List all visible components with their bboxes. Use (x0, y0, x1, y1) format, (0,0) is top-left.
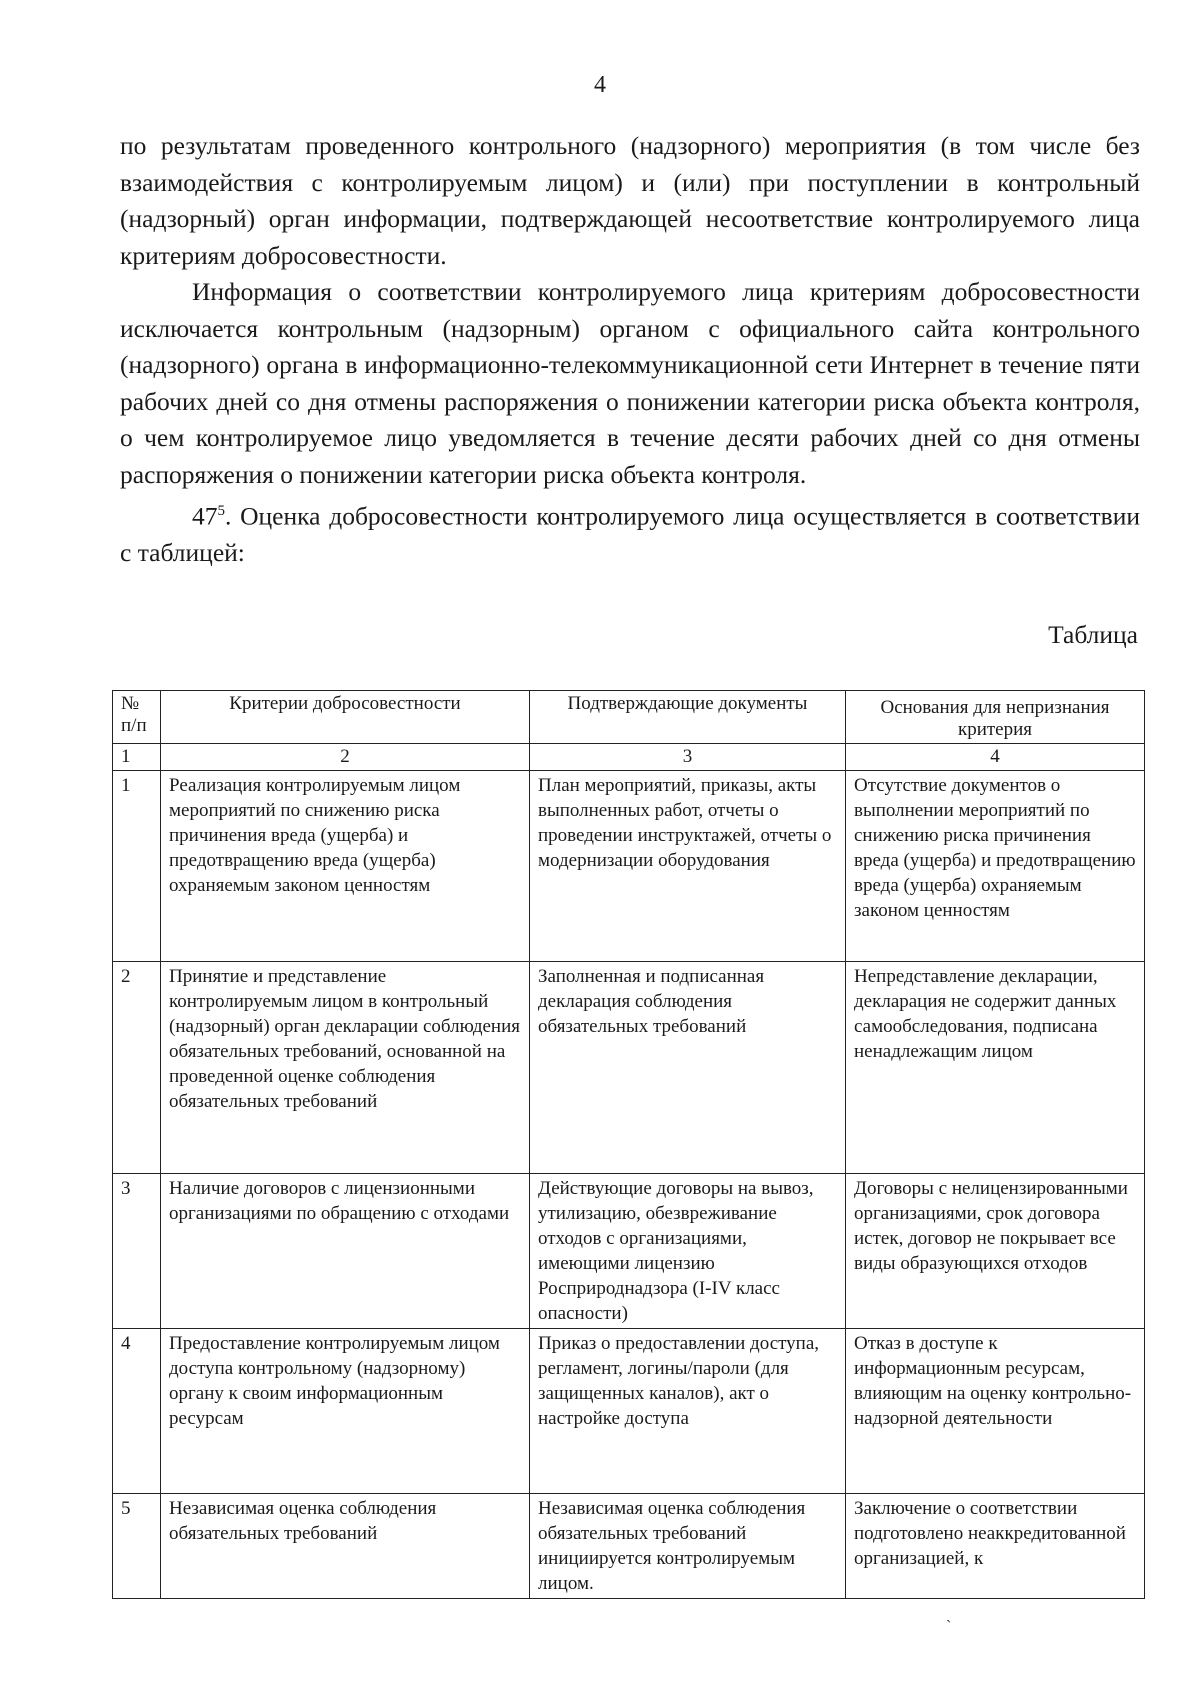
row-documents: Приказ о предоставлении доступа, регламент, логины/пароли (для защищенных каналов), акт о настройке доступа (530, 1329, 846, 1494)
row-criterion: Независимая оценка соблюдения обязательных требований (161, 1494, 530, 1599)
row-grounds: Договоры с нелицензированными организациями, срок договора истек, договор не покрывает все виды образующихся отходов (846, 1174, 1145, 1329)
footer-mark: ˏ (946, 1606, 952, 1623)
row-number: 2 (113, 962, 161, 1174)
clause-number: 47 (192, 501, 218, 531)
row-grounds: Отсутствие документов о выполнении мероприятий по снижению риска причинения вреда (ущерба) и предотвращению вреда (ущерба) охраняемым законом ценностям (846, 771, 1145, 962)
row-documents: План мероприятий, приказы, акты выполненных работ, отчеты о проведении инструктажей, отчеты о модернизации оборудования (530, 771, 846, 962)
row-criterion: Реализация контролируемым лицом мероприятий по снижению риска причинения вреда (ущерба) и предотвращению вреда (ущерба) охраняемым законом ценностям (161, 771, 530, 962)
paragraph-1: по результатам проведенного контрольного (надзорного) мероприятия (в том числе без взаимодействия с контролируемым лицом) и (или) при поступлении в контрольный (надзорный) орган информации, подтверждающей несоответствие контролируемого лица критериям добросовестности. (120, 131, 1140, 270)
column-number: 4 (846, 744, 1145, 771)
criteria-table (112, 690, 1145, 1599)
clause-superscript: 5 (217, 503, 225, 519)
table-row (113, 962, 1145, 1174)
row-number: 3 (113, 1174, 161, 1329)
column-number: 2 (161, 744, 530, 771)
table-header-row (113, 691, 1145, 744)
row-grounds: Непредставление декларации, декларация не содержит данных самообследования, подписана ненадлежащим лицом (846, 962, 1145, 1174)
row-number: 4 (113, 1329, 161, 1494)
header-grounds: Основания для непризнания критерия (846, 691, 1145, 744)
column-number: 3 (530, 744, 846, 771)
row-criterion: Наличие договоров с лицензионными организациями по обращению с отходами (161, 1174, 530, 1329)
table-row (113, 1329, 1145, 1494)
row-grounds: Заключение о соответствии подготовлено неаккредитованной организацией, к (846, 1494, 1145, 1599)
row-number: 5 (113, 1494, 161, 1599)
table-row (113, 1174, 1145, 1329)
header-number: № п/п (113, 691, 161, 744)
row-grounds: Отказ в доступе к информационным ресурсам, влияющим на оценку контрольно-надзорной деятельности (846, 1329, 1145, 1494)
header-documents: Подтверждающие документы (530, 691, 846, 744)
table-column-numbers-row (113, 744, 1145, 771)
page-number: 4 (594, 72, 606, 98)
table-row (113, 1494, 1145, 1599)
paragraph-3 (120, 493, 1140, 572)
header-criteria: Критерии добросовестности (161, 691, 530, 744)
paragraph-3-text: . Оценка добросовестности контролируемого лица осуществляется в соответствии с таблицей: (120, 501, 1140, 567)
row-number: 1 (113, 771, 161, 962)
row-documents: Независимая оценка соблюдения обязательных требований инициируется контролируемым лицом. (530, 1494, 846, 1599)
row-documents: Заполненная и подписанная декларация соблюдения обязательных требований (530, 962, 846, 1174)
table-row (113, 771, 1145, 962)
row-criterion: Предоставление контролируемым лицом доступа контрольному (надзорному) органу к своим информационным ресурсам (161, 1329, 530, 1494)
row-documents: Действующие договоры на вывоз, утилизацию, обезвреживание отходов с организациями, имеющими лицензию Росприроднадзора (I-IV класс опасности) (530, 1174, 846, 1329)
column-number: 1 (113, 744, 161, 771)
row-criterion: Принятие и представление контролируемым лицом в контрольный (надзорный) орган декларации соблюдения обязательных требований, основанной на проведенной оценке соблюдения обязательных требований (161, 962, 530, 1174)
body-text (120, 128, 1140, 572)
table-caption: Таблица (1048, 620, 1138, 649)
paragraph-2: Информация о соответствии контролируемого лица критериям добросовестности исключается контрольным (надзорным) органом с официального сайта контрольного (надзорного) органа в информационно-телекоммуникационной сети Интернет в течение пяти рабочих дней со дня отмены распоряжения о понижении категории риска объекта контроля, о чем контролируемое лицо уведомляется в течение десяти рабочих дней со дня отмены распоряжения о понижении категории риска объекта контроля. (120, 277, 1140, 489)
